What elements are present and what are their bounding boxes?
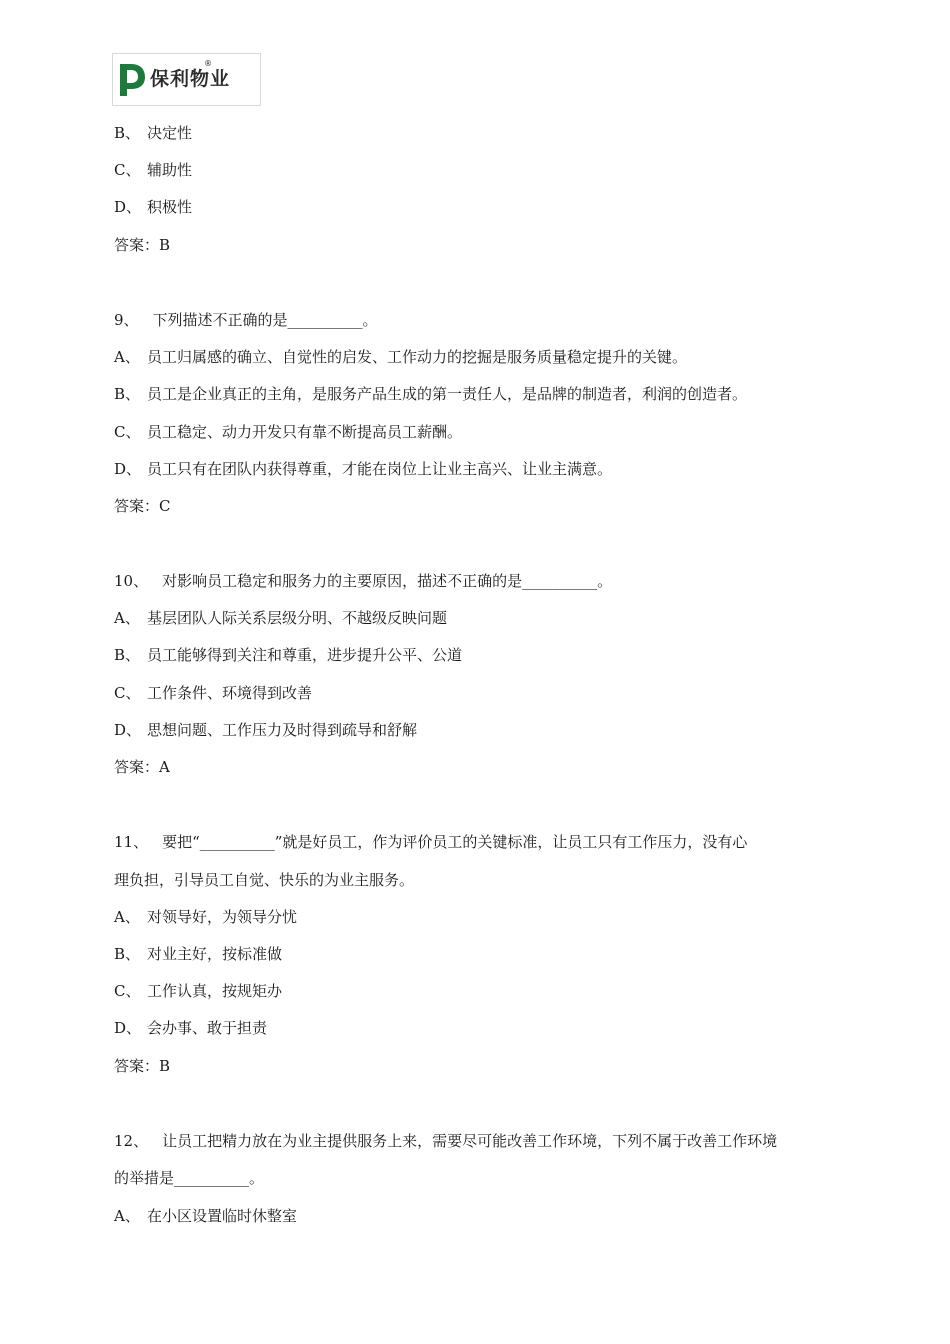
option-c	[114, 683, 312, 703]
option-text: 员工能够得到关注和尊重，进步提升公平、公道	[147, 646, 463, 664]
question-number: 12、	[114, 1132, 149, 1150]
option-c	[114, 160, 192, 180]
question-text: 要把“__________”就是好员工，作为评价员工的关键标准，让员工只有工作压力，没有心	[162, 833, 748, 851]
option-text: 会办事、敢于担责	[147, 1019, 268, 1037]
option-key: B、	[114, 385, 141, 403]
option-d	[114, 720, 417, 740]
answer-line: 答案：B	[114, 236, 171, 254]
option-text: 在小区设置临时休整室	[147, 1207, 298, 1225]
answer-line: 答案：B	[114, 1057, 171, 1075]
option-key: D、	[114, 460, 142, 478]
option-text: 基层团队人际关系层级分明、不越级反映问题	[147, 609, 448, 627]
option-text: 员工稳定、动力开发只有靠不断提高员工薪酬。	[147, 423, 463, 441]
option-key: C、	[114, 684, 141, 702]
option-b	[114, 123, 192, 143]
question-text: 下列描述不正确的是__________。	[152, 311, 378, 329]
option-c	[114, 981, 282, 1001]
option-key: A、	[114, 609, 140, 627]
option-key: C、	[114, 982, 141, 1000]
option-key: D、	[114, 1019, 142, 1037]
option-text: 工作条件、环境得到改善	[147, 684, 313, 702]
option-b	[114, 384, 747, 404]
logo-registered-mark: ®	[204, 59, 212, 68]
question-12	[114, 1131, 777, 1151]
question-9	[114, 310, 378, 330]
question-text: 对影响员工稳定和服务力的主要原因，描述不正确的是__________。	[162, 572, 613, 590]
option-key: B、	[114, 124, 141, 142]
question-10	[114, 571, 612, 591]
option-text: 员工只有在团队内获得尊重，才能在岗位上让业主高兴、让业主满意。	[147, 460, 613, 478]
question-number: 10、	[114, 572, 149, 590]
answer-line: 答案：C	[114, 497, 171, 515]
option-text: 积极性	[147, 198, 193, 216]
option-a	[114, 907, 297, 927]
option-text: 辅助性	[147, 161, 193, 179]
question-number: 9、	[114, 311, 139, 329]
option-key: D、	[114, 198, 142, 216]
option-a	[114, 608, 447, 628]
option-d	[114, 197, 192, 217]
option-text: 工作认真，按规矩办	[147, 982, 283, 1000]
option-a	[114, 1206, 297, 1226]
logo-text: 保利物业	[150, 68, 231, 90]
option-key: C、	[114, 161, 141, 179]
option-text: 思想问题、工作压力及时得到疏导和舒解	[147, 721, 418, 739]
option-key: C、	[114, 423, 141, 441]
option-b	[114, 645, 462, 665]
option-key: D、	[114, 721, 142, 739]
option-c	[114, 422, 462, 442]
option-b	[114, 944, 282, 964]
option-key: A、	[114, 908, 140, 926]
option-d	[114, 459, 612, 479]
option-text: 决定性	[147, 124, 193, 142]
question-continuation: 的举措是__________。	[114, 1169, 265, 1187]
question-text: 让员工把精力放在为业主提供服务上来，需要尽可能改善工作环境，下列不属于改善工作环境	[162, 1132, 778, 1150]
option-d	[114, 1018, 267, 1038]
option-key: A、	[114, 348, 140, 366]
option-key: B、	[114, 646, 141, 664]
option-a	[114, 347, 687, 367]
question-continuation: 理负担，引导员工自觉、快乐的为业主服务。	[114, 871, 415, 889]
answer-line: 答案：A	[114, 758, 170, 776]
option-key: A、	[114, 1207, 140, 1225]
logo-mark-icon	[117, 58, 149, 102]
question-number: 11、	[114, 833, 149, 851]
option-text: 员工归属感的确立、自觉性的启发、工作动力的挖掘是服务质量稳定提升的关键。	[147, 348, 688, 366]
option-text: 员工是企业真正的主角，是服务产品生成的第一责任人，是品牌的制造者，利润的创造者。	[147, 385, 748, 403]
option-text: 对领导好，为领导分忧	[147, 908, 298, 926]
company-logo	[112, 53, 261, 106]
option-text: 对业主好，按标准做	[147, 945, 283, 963]
option-key: B、	[114, 945, 141, 963]
question-11	[114, 832, 747, 852]
